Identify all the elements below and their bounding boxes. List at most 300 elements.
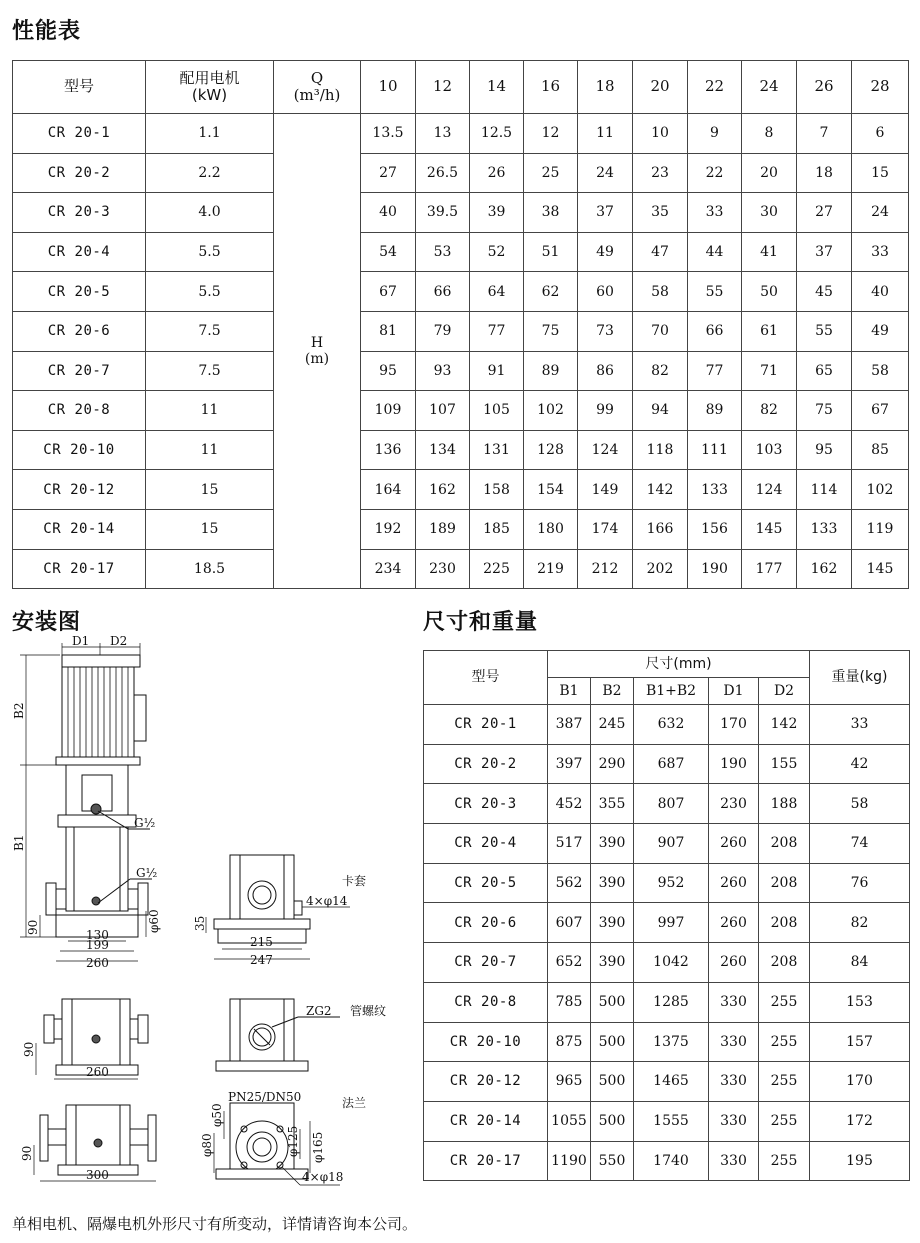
label-35: 35 xyxy=(193,915,207,931)
label-d2: D2 xyxy=(110,634,128,648)
head-value-cell: 40 xyxy=(361,193,416,233)
dim-value-cell: 190 xyxy=(709,744,759,784)
head-value-cell: 35 xyxy=(633,193,688,233)
dim-value-cell: 390 xyxy=(591,863,634,903)
dimensions-row xyxy=(424,903,910,943)
head-value-cell: 20 xyxy=(742,153,797,193)
model-cell: CR 20-3 xyxy=(13,193,146,233)
head-value-cell: 118 xyxy=(633,430,688,470)
head-value-cell: 133 xyxy=(797,509,852,549)
label-pipe-thread: 管螺纹 xyxy=(350,1004,387,1018)
dim-value-cell: 208 xyxy=(759,863,810,903)
header-flow-value: 20 xyxy=(633,61,688,114)
header-flow-value: 28 xyxy=(852,61,909,114)
head-value-cell: 142 xyxy=(633,470,688,510)
dimensions-title: 尺寸和重量 xyxy=(423,610,539,635)
weight-cell: 42 xyxy=(810,744,910,784)
dim-value-cell: 390 xyxy=(591,943,634,983)
model-cell: CR 20-2 xyxy=(13,153,146,193)
head-value-cell: 124 xyxy=(578,430,633,470)
performance-title: 性能表 xyxy=(12,19,82,44)
dim-header-weight: 重量(kg) xyxy=(810,651,910,705)
dim-value-cell: 260 xyxy=(709,863,759,903)
label-260: 260 xyxy=(86,956,109,970)
performance-row xyxy=(13,351,909,391)
head-value-cell: 39 xyxy=(470,193,524,233)
head-value-cell: 177 xyxy=(742,549,797,589)
model-cell: CR 20-17 xyxy=(13,549,146,589)
head-value-cell: 55 xyxy=(688,272,742,312)
dim-model-cell: CR 20-5 xyxy=(424,863,548,903)
dim-value-cell: 500 xyxy=(591,1022,634,1062)
head-value-cell: 60 xyxy=(578,272,633,312)
label-4x18: 4×φ18 xyxy=(302,1170,344,1184)
power-cell: 11 xyxy=(146,430,274,470)
head-value-cell: 13 xyxy=(416,114,470,154)
dim-header-col: B2 xyxy=(591,678,634,705)
power-cell: 7.5 xyxy=(146,311,274,351)
performance-row xyxy=(13,232,909,272)
dimensions-row xyxy=(424,744,910,784)
head-value-cell: 37 xyxy=(797,232,852,272)
label-phi125: φ125 xyxy=(286,1125,300,1157)
weight-cell: 84 xyxy=(810,943,910,983)
dim-value-cell: 500 xyxy=(591,1062,634,1102)
label-phi165: φ165 xyxy=(311,1131,325,1163)
head-value-cell: 102 xyxy=(852,470,909,510)
header-flow-value: 12 xyxy=(416,61,470,114)
dim-header-col: D2 xyxy=(759,678,810,705)
dim-value-cell: 330 xyxy=(709,982,759,1022)
power-cell: 1.1 xyxy=(146,114,274,154)
dimensions-row xyxy=(424,863,910,903)
dimensions-row xyxy=(424,943,910,983)
head-value-cell: 93 xyxy=(416,351,470,391)
performance-row xyxy=(13,391,909,431)
header-flow-value: 24 xyxy=(742,61,797,114)
head-value-cell: 40 xyxy=(852,272,909,312)
head-value-cell: 12 xyxy=(524,114,578,154)
head-value-cell: 62 xyxy=(524,272,578,312)
head-value-cell: 136 xyxy=(361,430,416,470)
terminal-box xyxy=(134,695,146,741)
label-215: 215 xyxy=(250,935,273,949)
dim-value-cell: 260 xyxy=(709,903,759,943)
head-value-cell: 52 xyxy=(470,232,524,272)
head-value-cell: 41 xyxy=(742,232,797,272)
head-value-cell: 12.5 xyxy=(470,114,524,154)
head-value-cell: 13.5 xyxy=(361,114,416,154)
head-value-cell: 162 xyxy=(416,470,470,510)
model-cell: CR 20-1 xyxy=(13,114,146,154)
head-value-cell: 131 xyxy=(470,430,524,470)
label-pn25: PN25/DN50 xyxy=(228,1090,302,1104)
dim-value-cell: 875 xyxy=(548,1022,591,1062)
dim-value-cell: 390 xyxy=(591,824,634,864)
head-value-cell: 119 xyxy=(852,509,909,549)
head-value-cell: 49 xyxy=(578,232,633,272)
head-value-cell: 234 xyxy=(361,549,416,589)
head-value-cell: 9 xyxy=(688,114,742,154)
head-value-cell: 99 xyxy=(578,391,633,431)
installation-drawing xyxy=(10,633,415,1188)
head-value-cell: 55 xyxy=(797,311,852,351)
head-value-cell: 145 xyxy=(852,549,909,589)
dim-value-cell: 397 xyxy=(548,744,591,784)
head-value-cell: 95 xyxy=(797,430,852,470)
head-value-cell: 103 xyxy=(742,430,797,470)
head-value-cell: 27 xyxy=(797,193,852,233)
head-value-cell: 180 xyxy=(524,509,578,549)
head-value-cell: 47 xyxy=(633,232,688,272)
model-cell: CR 20-5 xyxy=(13,272,146,312)
dim-value-cell: 1285 xyxy=(634,982,709,1022)
dim-value-cell: 330 xyxy=(709,1022,759,1062)
dim-header-col: B1+B2 xyxy=(634,678,709,705)
head-value-cell: 24 xyxy=(852,193,909,233)
head-value-cell: 54 xyxy=(361,232,416,272)
dimensions-row xyxy=(424,1022,910,1062)
header-flow-value: 22 xyxy=(688,61,742,114)
dim-value-cell: 142 xyxy=(759,705,810,745)
motor-fan-cap xyxy=(62,655,140,667)
model-cell: CR 20-10 xyxy=(13,430,146,470)
dim-model-cell: CR 20-10 xyxy=(424,1022,548,1062)
power-cell: 5.5 xyxy=(146,232,274,272)
head-value-cell: 89 xyxy=(524,351,578,391)
head-value-cell: 26 xyxy=(470,153,524,193)
weight-cell: 195 xyxy=(810,1141,910,1181)
head-value-cell: 67 xyxy=(852,391,909,431)
model-cell: CR 20-6 xyxy=(13,311,146,351)
head-value-cell: 22 xyxy=(688,153,742,193)
weight-cell: 153 xyxy=(810,982,910,1022)
head-value-cell: 7 xyxy=(797,114,852,154)
header-flow-value: 18 xyxy=(578,61,633,114)
dim-value-cell: 230 xyxy=(709,784,759,824)
weight-cell: 172 xyxy=(810,1101,910,1141)
dim-model-cell: CR 20-17 xyxy=(424,1141,548,1181)
head-value-cell: 61 xyxy=(742,311,797,351)
head-value-cell: 128 xyxy=(524,430,578,470)
head-value-cell: 75 xyxy=(524,311,578,351)
head-value-cell: 38 xyxy=(524,193,578,233)
label-90b: 90 xyxy=(22,1041,36,1057)
head-value-cell: 75 xyxy=(797,391,852,431)
dim-header-col: B1 xyxy=(548,678,591,705)
dimensions-header-row xyxy=(424,651,910,678)
dim-value-cell: 330 xyxy=(709,1101,759,1141)
head-value-cell: 53 xyxy=(416,232,470,272)
model-cell: CR 20-7 xyxy=(13,351,146,391)
dimensions-row xyxy=(424,784,910,824)
power-cell: 7.5 xyxy=(146,351,274,391)
header-motor xyxy=(146,61,274,114)
dim-value-cell: 500 xyxy=(591,1101,634,1141)
dim-value-cell: 1042 xyxy=(634,943,709,983)
performance-table xyxy=(12,60,909,589)
header-model: 型号 xyxy=(13,61,146,114)
dim-value-cell: 652 xyxy=(548,943,591,983)
head-value-cell: 174 xyxy=(578,509,633,549)
performance-row xyxy=(13,193,909,233)
dimensions-row xyxy=(424,1062,910,1102)
label-flange: 法兰 xyxy=(342,1096,367,1110)
header-flow-q xyxy=(274,61,361,114)
head-value-cell: 190 xyxy=(688,549,742,589)
dim-model-cell: CR 20-8 xyxy=(424,982,548,1022)
dim-value-cell: 907 xyxy=(634,824,709,864)
dim-value-cell: 255 xyxy=(759,1062,810,1102)
label-247: 247 xyxy=(250,953,273,967)
weight-cell: 82 xyxy=(810,903,910,943)
dim-value-cell: 255 xyxy=(759,1022,810,1062)
dim-value-cell: 390 xyxy=(591,903,634,943)
weight-cell: 74 xyxy=(810,824,910,864)
dim-value-cell: 997 xyxy=(634,903,709,943)
label-4x14: 4×φ14 xyxy=(306,894,348,908)
head-value-cell: 95 xyxy=(361,351,416,391)
dim-model-cell: CR 20-12 xyxy=(424,1062,548,1102)
dim-value-cell: 517 xyxy=(548,824,591,864)
weight-cell: 157 xyxy=(810,1022,910,1062)
dim-value-cell: 208 xyxy=(759,943,810,983)
performance-row xyxy=(13,509,909,549)
label-phi80: φ80 xyxy=(200,1133,214,1157)
head-value-cell: 10 xyxy=(633,114,688,154)
head-value-cell: 24 xyxy=(578,153,633,193)
dim-value-cell: 208 xyxy=(759,903,810,943)
head-value-cell: 91 xyxy=(470,351,524,391)
power-cell: 15 xyxy=(146,470,274,510)
dim-value-cell: 785 xyxy=(548,982,591,1022)
dim-value-cell: 952 xyxy=(634,863,709,903)
head-value-cell: 212 xyxy=(578,549,633,589)
head-value-cell: 107 xyxy=(416,391,470,431)
head-value-cell: 111 xyxy=(688,430,742,470)
dim-value-cell: 208 xyxy=(759,824,810,864)
performance-row xyxy=(13,549,909,589)
dimensions-row xyxy=(424,1141,910,1181)
model-cell: CR 20-14 xyxy=(13,509,146,549)
head-value-cell: 156 xyxy=(688,509,742,549)
dim-value-cell: 170 xyxy=(709,705,759,745)
dim-value-cell: 155 xyxy=(759,744,810,784)
label-phi50: φ50 xyxy=(210,1103,224,1127)
dim-header-model: 型号 xyxy=(424,651,548,705)
dim-value-cell: 500 xyxy=(591,982,634,1022)
head-value-cell: 66 xyxy=(416,272,470,312)
label-199: 199 xyxy=(86,938,109,952)
head-value-cell: 149 xyxy=(578,470,633,510)
dim-value-cell: 687 xyxy=(634,744,709,784)
power-cell: 4.0 xyxy=(146,193,274,233)
head-value-cell: 185 xyxy=(470,509,524,549)
label-300: 300 xyxy=(86,1168,109,1182)
performance-row xyxy=(13,153,909,193)
dim-value-cell: 1190 xyxy=(548,1141,591,1181)
dim-value-cell: 1740 xyxy=(634,1141,709,1181)
dim-value-cell: 632 xyxy=(634,705,709,745)
header-motor-line1: 配用电机 xyxy=(179,68,240,87)
head-value-cell: 94 xyxy=(633,391,688,431)
head-value-cell: 202 xyxy=(633,549,688,589)
head-value-cell: 109 xyxy=(361,391,416,431)
head-value-cell: 89 xyxy=(688,391,742,431)
head-value-cell: 15 xyxy=(852,153,909,193)
weight-cell: 33 xyxy=(810,705,910,745)
dim-value-cell: 255 xyxy=(759,982,810,1022)
head-value-cell: 73 xyxy=(578,311,633,351)
head-value-cell: 26.5 xyxy=(416,153,470,193)
header-flow-value: 14 xyxy=(470,61,524,114)
label-phi60: φ60 xyxy=(147,909,161,933)
head-value-cell: 219 xyxy=(524,549,578,589)
model-cell: CR 20-8 xyxy=(13,391,146,431)
dim-value-cell: 1465 xyxy=(634,1062,709,1102)
head-value-cell: 45 xyxy=(797,272,852,312)
head-value-cell: 114 xyxy=(797,470,852,510)
dimensions-row xyxy=(424,982,910,1022)
head-value-cell: 8 xyxy=(742,114,797,154)
head-value-cell: 134 xyxy=(416,430,470,470)
dim-value-cell: 330 xyxy=(709,1062,759,1102)
head-value-cell: 166 xyxy=(633,509,688,549)
power-cell: 11 xyxy=(146,391,274,431)
head-value-cell: 145 xyxy=(742,509,797,549)
dim-header-size: 尺寸(mm) xyxy=(548,651,810,678)
dim-header-col: D1 xyxy=(709,678,759,705)
power-cell: 5.5 xyxy=(146,272,274,312)
head-value-cell: 23 xyxy=(633,153,688,193)
head-value-cell: 81 xyxy=(361,311,416,351)
head-value-cell: 82 xyxy=(633,351,688,391)
head-value-cell: 66 xyxy=(688,311,742,351)
header-motor-line2: (kW) xyxy=(191,86,228,104)
head-value-cell: 30 xyxy=(742,193,797,233)
head-value-cell: 189 xyxy=(416,509,470,549)
performance-row xyxy=(13,311,909,351)
dim-value-cell: 607 xyxy=(548,903,591,943)
dim-value-cell: 550 xyxy=(591,1141,634,1181)
head-unit-line2: (m) xyxy=(304,351,330,368)
power-cell: 2.2 xyxy=(146,153,274,193)
dim-value-cell: 255 xyxy=(759,1141,810,1181)
dim-value-cell: 290 xyxy=(591,744,634,784)
dim-value-cell: 1555 xyxy=(634,1101,709,1141)
dim-value-cell: 260 xyxy=(709,824,759,864)
installation-title: 安装图 xyxy=(12,610,82,635)
dim-value-cell: 188 xyxy=(759,784,810,824)
head-value-cell: 33 xyxy=(852,232,909,272)
dim-model-cell: CR 20-3 xyxy=(424,784,548,824)
head-value-cell: 86 xyxy=(578,351,633,391)
head-value-cell: 50 xyxy=(742,272,797,312)
head-value-cell: 133 xyxy=(688,470,742,510)
label-zg2: ZG2 xyxy=(306,1004,332,1018)
power-cell: 15 xyxy=(146,509,274,549)
label-90c: 90 xyxy=(20,1145,34,1161)
head-value-cell: 65 xyxy=(797,351,852,391)
dimensions-table xyxy=(423,650,910,1181)
head-value-cell: 51 xyxy=(524,232,578,272)
head-value-cell: 27 xyxy=(361,153,416,193)
head-value-cell: 192 xyxy=(361,509,416,549)
dim-model-cell: CR 20-14 xyxy=(424,1101,548,1141)
head-value-cell: 230 xyxy=(416,549,470,589)
weight-cell: 58 xyxy=(810,784,910,824)
dim-value-cell: 387 xyxy=(548,705,591,745)
head-value-cell: 162 xyxy=(797,549,852,589)
head-value-cell: 85 xyxy=(852,430,909,470)
dimensions-row xyxy=(424,705,910,745)
head-value-cell: 18 xyxy=(797,153,852,193)
dim-value-cell: 807 xyxy=(634,784,709,824)
head-value-cell: 124 xyxy=(742,470,797,510)
head-value-cell: 77 xyxy=(470,311,524,351)
header-flow-q-line1: Q xyxy=(310,68,324,87)
head-value-cell: 225 xyxy=(470,549,524,589)
head-value-cell: 79 xyxy=(416,311,470,351)
head-value-cell: 158 xyxy=(470,470,524,510)
head-value-cell: 6 xyxy=(852,114,909,154)
dim-value-cell: 255 xyxy=(759,1101,810,1141)
dim-value-cell: 965 xyxy=(548,1062,591,1102)
label-g-half-2: G½ xyxy=(136,866,158,880)
performance-row xyxy=(13,430,909,470)
head-value-cell: 164 xyxy=(361,470,416,510)
dim-value-cell: 330 xyxy=(709,1141,759,1181)
dim-model-cell: CR 20-1 xyxy=(424,705,548,745)
head-value-cell: 58 xyxy=(852,351,909,391)
weight-cell: 76 xyxy=(810,863,910,903)
head-value-cell: 70 xyxy=(633,311,688,351)
head-value-cell: 77 xyxy=(688,351,742,391)
label-b1: B1 xyxy=(12,834,26,851)
head-value-cell: 39.5 xyxy=(416,193,470,233)
header-flow-value: 16 xyxy=(524,61,578,114)
dim-model-cell: CR 20-6 xyxy=(424,903,548,943)
dim-value-cell: 562 xyxy=(548,863,591,903)
model-cell: CR 20-4 xyxy=(13,232,146,272)
head-value-cell: 105 xyxy=(470,391,524,431)
head-value-cell: 11 xyxy=(578,114,633,154)
head-value-cell: 25 xyxy=(524,153,578,193)
dim-value-cell: 260 xyxy=(709,943,759,983)
head-value-cell: 58 xyxy=(633,272,688,312)
head-unit-cell xyxy=(274,114,361,589)
performance-row xyxy=(13,470,909,510)
performance-header-row xyxy=(13,61,909,114)
header-flow-value: 26 xyxy=(797,61,852,114)
label-130: 130 xyxy=(86,928,109,942)
head-value-cell: 44 xyxy=(688,232,742,272)
head-value-cell: 154 xyxy=(524,470,578,510)
model-cell: CR 20-12 xyxy=(13,470,146,510)
dimensions-row xyxy=(424,1101,910,1141)
dim-value-cell: 355 xyxy=(591,784,634,824)
label-kataoo: 卡套 xyxy=(342,874,367,888)
dim-model-cell: CR 20-2 xyxy=(424,744,548,784)
footnote: 单相电机、隔爆电机外形尺寸有所变动，详情请咨询本公司。 xyxy=(12,1215,418,1233)
dim-value-cell: 245 xyxy=(591,705,634,745)
head-unit-line1: H xyxy=(310,334,324,351)
label-260b: 260 xyxy=(86,1065,109,1079)
performance-row xyxy=(13,114,909,154)
head-value-cell: 49 xyxy=(852,311,909,351)
dimensions-row xyxy=(424,824,910,864)
head-value-cell: 67 xyxy=(361,272,416,312)
